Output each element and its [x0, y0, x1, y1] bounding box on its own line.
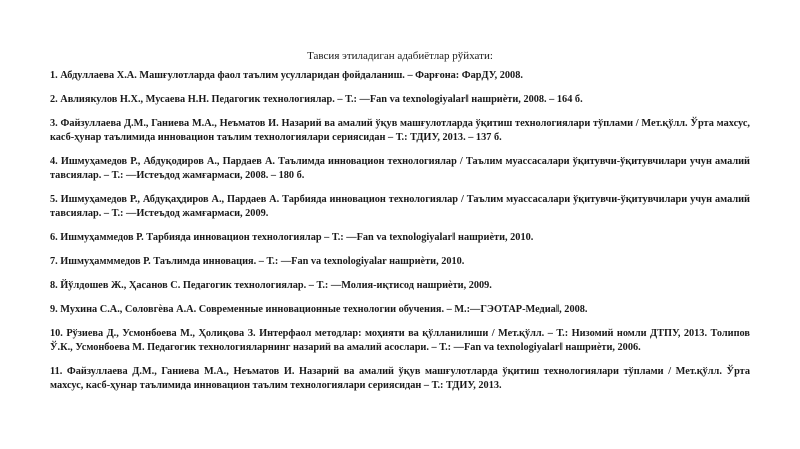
list-item: 6. Ишмуҳаммедов Р. Тарбияда инновацион технологиялар – Т.: ―Fan va texnologiyalar‖ нашриѐти, 2010. — [50, 232, 534, 243]
list-item: 1. Абдуллаева Х.А. Машғулотларда фаол таълим усулларидан фойдаланиш. – Фарғона: ФарДУ, 2008. — [50, 70, 523, 81]
list-item: 2. Авлиякулов Н.Х., Мусаева Н.Н. Педагогик технологиялар. – Т.: ―Fan va texnologiyalar‖ нашриѐти, 2008. – 164 б. — [50, 94, 583, 105]
list-item: 5. Ишмуҳамедов Р., Абдуқаҳдиров А., Пардаев А. Тарбияда инновацион технологиялар / Таълим муассасалари ўқитувчи-ўқитувчилари учун амалий тавсиялар. – Т.: ―Истеъдод жамғармаси, 2009. — [50, 194, 750, 219]
list-item: 10. Рўзиева Д., Усмонбоева М., Ҳолиқова З. Интерфаол методлар: моҳияти ва қўлланилиши / Мет.қўлл. – Т.: Низомий номли ДТПУ, 2013. Толипов Ў.К., Усмонбоева М. Педагогик технологияларнинг назарий ва амалий асослари. – Т.: ―Fan va texnologiyalar‖ нашриѐти, 2006. — [50, 328, 750, 353]
page-title: Тавсия этиладиган адабиётлар рўйхати: — [307, 50, 493, 62]
list-item: 9. Мухина С.А., Соловгѐва А.А. Современные инновационные технологии обучения. – М.:―ГЭОТАР-Медиа‖, 2008. — [50, 304, 588, 315]
reference-list — [50, 66, 750, 393]
list-item: 4. Ишмуҳамедов Р., Абдуқодиров А., Пардаев А. Таълимда инновацион технологиялар / Таълим муассасалари ўқитувчи-ўқитувчилари учун амалий тавсиялар. – Т.: ―Истеъдод жамғармаси, 2008. – 180 б. — [50, 156, 750, 181]
list-item: 3. Файзуллаева Д.М., Ганиева М.А., Неъматов И. Назарий ва амалий ўқув машғулотларда ўқитиш технологиялари тўплами / Мет.қўлл. Ўрта махсус, касб-ҳунар таълимида инновацион таълим технологиялари сериясидан – Т.: ТДИУ, 2013. – 137 б. — [50, 118, 750, 143]
list-item: 8. Йўлдошев Ж., Ҳасанов С. Педагогик технологиялар. – Т.: ―Молия-иқтисод нашриѐти, 2009. — [50, 280, 492, 291]
list-item: 11. Файзуллаева Д.М., Ганиева М.А., Неъматов И. Назарий ва амалий ўқув машғулотларда ўқитиш технологиялари тўплами / Мет.қўлл. Ўрта махсус, касб-ҳунар таълимида инновацион таълим технологиялари сериясидан – Т.: ТДИУ, 2013. — [50, 366, 750, 391]
list-item: 7. Ишмуҳамммедов Р. Таълимда инновация. – Т.: ―Fan va texnologiyalar нашриѐти, 2010. — [50, 256, 465, 267]
